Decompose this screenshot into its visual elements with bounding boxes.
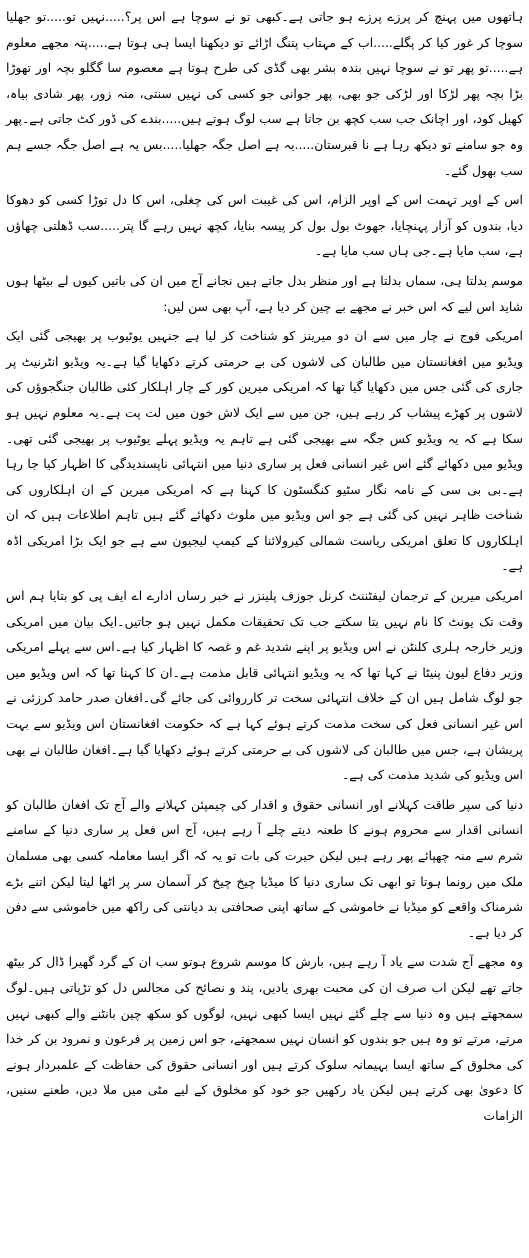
paragraph-kite-story: ہاتھوں میں پہنچ کر پرزے پرزے ہو جاتی ہے۔کبھی تو نے سوچا ہے اس پر؟.....نہیں تو.....تو جھلیا سوچا کر غور کیا کر پگلے.....اب کے مہتاب پتنگ اڑائے تو دیکھنا ایسا ہی ہوتا ہے.....پتہ مجھے معلوم ہے.....تو پھر تو نے سوچا نہیں بندہ بشر بھی گڈی کی طرح ہوتا ہے معصوم سا گگلو بچہ اور تھوڑا بڑا بچہ پھر لڑکا اور لڑکی جو بھی، پھر جوانی جو کسی کی نہیں سنتی، منہ زور، پھر شادی بیاہ، کھیل کود، اور اچانک جب سب کچھ بن جاتا ہے سب لوگ ہوتے ہیں.....بندے کی ڈور کٹ جاتی ہے۔پھر وہ جو سامنے تو دیکھ رہا ہے نا قبرستان.....یہ ہے اصل جگہ جھلیا.....بس یہ ہے اصل جگہ جسے ہم سب بھول گئے۔ xyxy=(6,9,523,178)
paragraph-season-changes: موسم بدلتا ہی، سماں بدلتا ہے اور منظر بدل جاتے ہیں نجانے آج میں ان کی باتیں کیوں لے بیٹھا ہوں شاید اس لیے کہ اس خبر نے مجھے بے چین کر دیا ہے، آپ بھی سن لیں: xyxy=(6,272,523,314)
paragraph-everything-fades: اس کے اوپر تہمت اس کے اوپر الزام، اس کی غیبت اس کی چغلی، اس کا دل توڑا کسی کو دھوکا دیا، بندوں کو آزار پہنچایا، جھوٹ بول بول کر پیسہ بنایا، کچھ نہیں رہے گا پتر.....سب ڈھلتی چھاؤں ہے، سب مایا ہے۔جی ہاں سب مایا ہے۔ xyxy=(6,192,523,259)
paragraph-official-reactions: امریکی میرین کے ترجمان لیفٹننٹ کرنل جوزف پلینزر نے خبر رساں ادارے اے ایف پی کو بتایا ہم اس وقت تک یونٹ کا نام نہیں بتا سکتے جب تک تحقیقات مکمل نہیں ہو جاتیں۔ایک بیان میں امریکی وزیر خارجہ ہلری کلنٹن نے اس ویڈیو پر اپنے شدید غم و غصہ کا اظہار کیا ہے۔اس سے پہلے امریکی وزیر دفاع لیون پنیٹا نے کہا تھا کہ یہ ویڈیو انتہائی قابل مذمت ہے۔ان کا کہنا تھا کہ اس ویڈیو میں جو لوگ شامل ہیں ان کے خلاف انتہائی سخت تر کارروائی کی جائے گی۔افغان صدر حامد کرزئی نے اس غیر انسانی فعل کی سخت مذمت کرتے ہوئے کہا ہے کہ حکومت افغانستان اس ویڈیو سے بہت پریشان ہے، جس میں طالبان کی لاشوں کی بے حرمتی کرتے ہوئے دکھایا گیا ہے۔افغان طالبان نے بھی اس ویڈیو کی شدید مذمت کی ہے۔ xyxy=(6,588,523,783)
paragraph-marines-video-news: امریکی فوج نے چار میں سے ان دو میرینز کو شناخت کر لیا ہے جنہیں یوٹیوب پر بھیجی گئی ایک ویڈیو میں افغانستان میں طالبان کی لاشوں کی بے حرمتی کرتے دکھایا گیا ہے۔یہ ویڈیو انٹرنیٹ پر جاری کی گئی جس میں دکھایا گیا تھا کہ امریکی میرین کور کے چار اہلکار کئی طالبان جنگجوؤں کی لاشوں پر کھڑے پیشاب کر رہے ہیں، جن میں سے ایک لاش خون میں لت پت ہے۔یہ معلوم نہیں ہو سکا ہے کہ یہ ویڈیو کس جگہ سے بھیجی گئی ہے تاہم یہ ویڈیو پہلے یوٹیوب پر بھیجی گئی تھی۔ویڈیو میں دکھائے گئے اس غیر انسانی فعل پر ساری دنیا میں انتہائی ناپسندیدگی کا اظہار کیا جا رہا ہے۔بی بی سی کے نامہ نگار سٹیو کنگسٹون کا کہنا ہے کہ امریکی میرین کے ان اہلکاروں کی شناخت ظاہر نہیں کی گئی ہے جو اس ویڈیو میں ملوث دکھائے گئے ہیں تاہم اطلاعات ہیں کہ ان اہلکاروں کا تعلق امریکی ریاست شمالی کیرولائنا کے کیمپ لیجیون سے ہے جو ایک بڑا امریکی اڈہ ہے۔ xyxy=(6,328,523,574)
paragraph-media-silence: دنیا کی سپر طاقت کہلانے اور انسانی حقوق و اقدار کی چیمپئن کہلانے والے آج تک افغان طالبان کو انسانی اقدار سے محروم ہونے کا طعنہ دیتے چلے آ رہے ہیں، آج اس فعل پر ساری دنیا کے سامنے شرم سے منہ چھپائے پھر رہے ہیں لیکن حیرت کی بات تو یہ کہ اگر ایسا معاملہ کسی بھی مسلمان ملک میں رونما ہوتا تو ابھی تک ساری دنیا کا میڈیا چیخ چیخ کر آسمان سر پر اٹھا لیتا لیکن اتنے بڑے شرمناک واقعے کو میڈیا نے خاموشی کے ساتھ اپنی صحافتی بد دیانتی کی راکھ میں خاموشی سے دفن کر دیا ہے۔ xyxy=(6,796,523,940)
paragraph-remembrance: وہ مجھے آج شدت سے یاد آ رہے ہیں، بارش کا موسم شروع ہوتو سب ان کے گرد گھیرا ڈال کر بیٹھ جاتے تھے لیکن اب صرف ان کی محبت بھری یادیں، پند و نصائح کی مجالس دل کو تڑپاتی ہیں۔لوگ سمجھتے ہیں وہ دنیا سے چلے گئے نہیں ایسا کبھی نہیں، لوگوں کو سکھ چین بانٹنے والے کبھی نہیں مرتے، مرتے تو وہ ہیں جو بندوں کو انسان نہیں سمجھتے، جو اس زمین پر فرعون و نمرود بن کر خدا کی مخلوق کے ساتھ ایسا بہیمانہ سلوک کرتے ہیں اور انسانی حقوق کی حفاظت کے علمبردار ہونے کا دعویٰ بھی کرتے ہیں لیکن یاد رکھیں جو خود کو مخلوق کے لیے مٹی میں ملا دیں، طعنے سنیں، الزامات xyxy=(6,954,523,1123)
